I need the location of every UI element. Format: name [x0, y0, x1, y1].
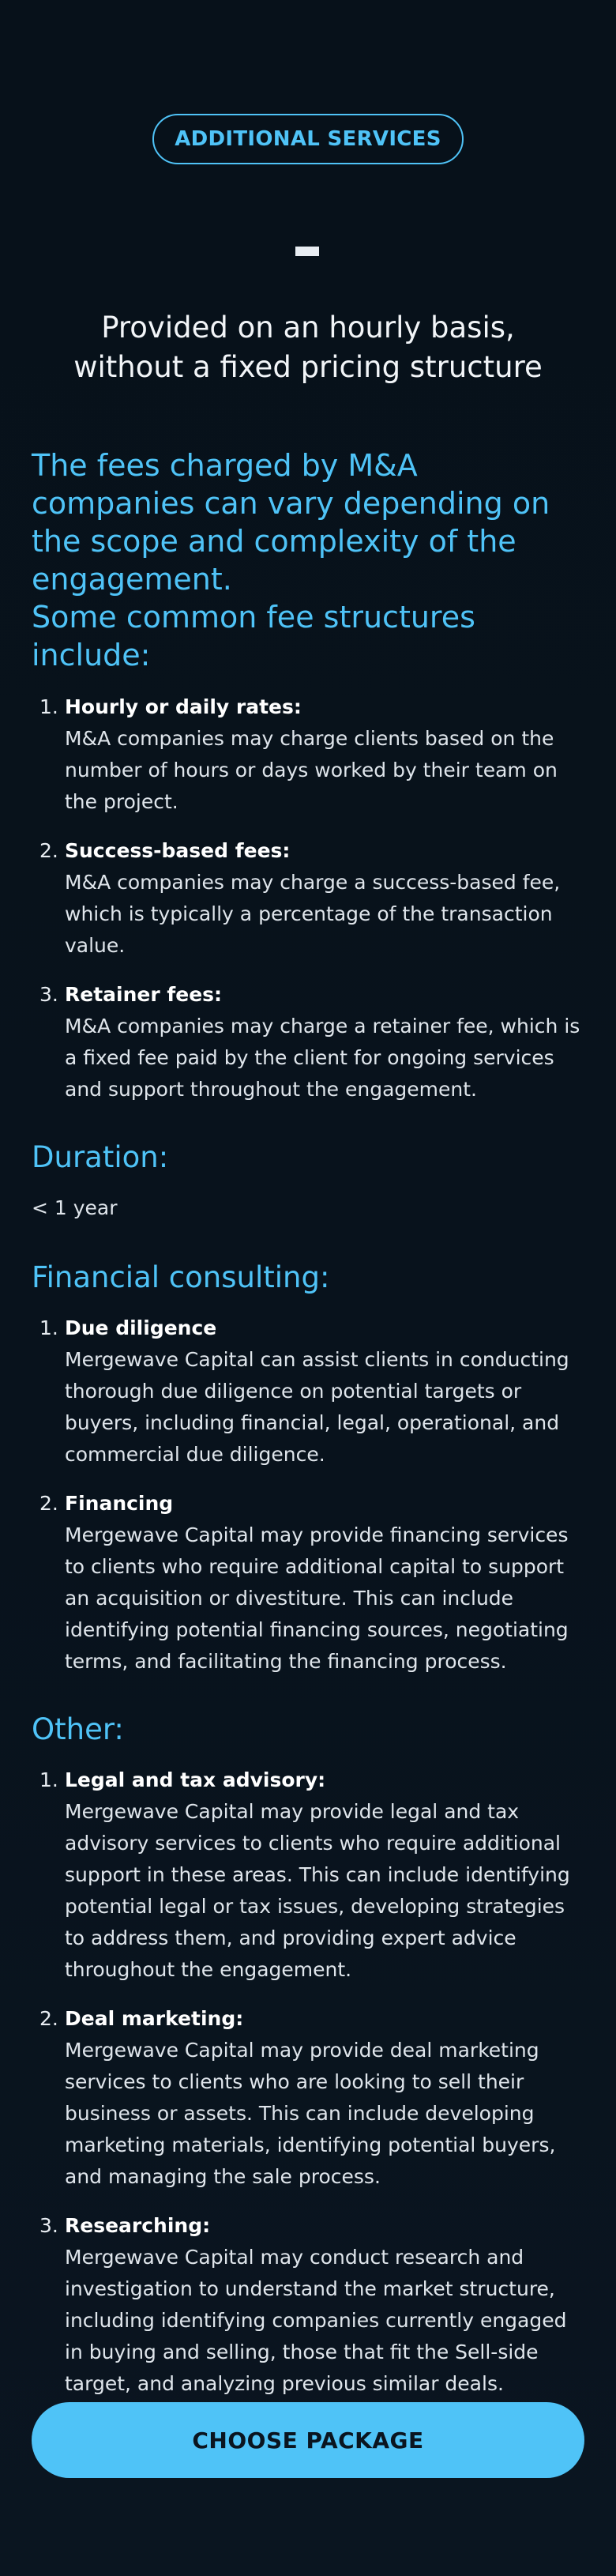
list-item-text: Mergewave Capital can assist clients in conducting thorough due diligence on potential targets or buyers, including financial, legal, operational, and commercial due diligence. — [65, 1348, 569, 1466]
subtitle-line-2: without a fixed pricing structure — [73, 350, 543, 384]
pricing-subtitle — [32, 308, 584, 387]
list-item-title: Success-based fees: — [65, 839, 291, 862]
fees-lead-text: The fees charged by M&A companies can vary depending on the scope and complexity of the engagement. — [32, 448, 550, 597]
list-item-title: Financing — [65, 1492, 174, 1515]
list-item — [32, 1312, 584, 1471]
other-services-list — [32, 1764, 584, 2400]
badge-wrapper — [0, 114, 616, 164]
list-item — [32, 2003, 584, 2193]
list-item-text: M&A companies may charge a success-based fee, which is typically a percentage of the transaction value. — [65, 871, 561, 957]
additional-services-badge: ADDITIONAL SERVICES — [152, 114, 464, 164]
list-number: 2. — [39, 1492, 58, 1515]
main-content — [32, 446, 584, 2400]
list-number: 1. — [39, 1316, 58, 1339]
list-number: 1. — [39, 1768, 58, 1791]
list-item-title: Deal marketing: — [65, 2007, 244, 2030]
other-heading: Other: — [32, 1712, 124, 1746]
fees-lead-text-2: Some common fee structures include: — [32, 600, 475, 672]
list-item — [32, 1764, 584, 1986]
fee-structures-list — [32, 691, 584, 1105]
list-item-text: M&A companies may charge clients based on the number of hours or days worked by their team on the project. — [65, 727, 558, 813]
list-item-title: Legal and tax advisory: — [65, 1768, 326, 1791]
duration-heading: Duration: — [32, 1140, 169, 1174]
financial-consulting-list — [32, 1312, 584, 1678]
choose-package-button[interactable]: CHOOSE PACKAGE — [32, 2402, 584, 2478]
list-item-text: Mergewave Capital may provide legal and tax advisory services to clients who require additional support in these areas. This can include identifying potential legal or tax issues, developing strategies to address them, and providing expert advice throughout the engagement. — [65, 1800, 570, 1981]
list-number: 2. — [39, 839, 58, 862]
list-item-title: Retainer fees: — [65, 983, 223, 1006]
list-item — [32, 1488, 584, 1678]
list-number: 3. — [39, 2214, 58, 2237]
list-item-title: Researching: — [65, 2214, 211, 2237]
divider-dash — [295, 247, 319, 256]
financial-consulting-heading: Financial consulting: — [32, 1260, 330, 1294]
list-item — [32, 2210, 584, 2400]
list-item-text: Mergewave Capital may provide deal marketing services to clients who are looking to sell their business or assets. This can include developing marketing materials, identifying potential buyers, and managing the sale process. — [65, 2039, 556, 2188]
list-item-text: M&A companies may charge a retainer fee, which is a fixed fee paid by the client for ongoing services and support throughout the engagement. — [65, 1015, 580, 1101]
list-item — [32, 979, 584, 1105]
list-item-text: Mergewave Capital may conduct research and investigation to understand the market structure, including identifying companies currently engaged in buying and selling, those that fit the Sell-side target, and analyzing previous similar deals. — [65, 2246, 567, 2395]
list-item-text: Mergewave Capital may provide financing services to clients who require additional capital to support an acquisition or divestiture. This can include identifying potential financing sources, negotiating terms, and facilitating the financing process. — [65, 1523, 569, 1673]
list-number: 2. — [39, 2007, 58, 2030]
list-item-title: Due diligence — [65, 1316, 217, 1339]
list-item — [32, 691, 584, 818]
subtitle-line-1: Provided on an hourly basis, — [101, 311, 515, 345]
list-item — [32, 835, 584, 962]
list-number: 3. — [39, 983, 58, 1006]
list-number: 1. — [39, 695, 58, 718]
list-item-title: Hourly or daily rates: — [65, 695, 302, 718]
duration-value: < 1 year — [32, 1196, 118, 1219]
